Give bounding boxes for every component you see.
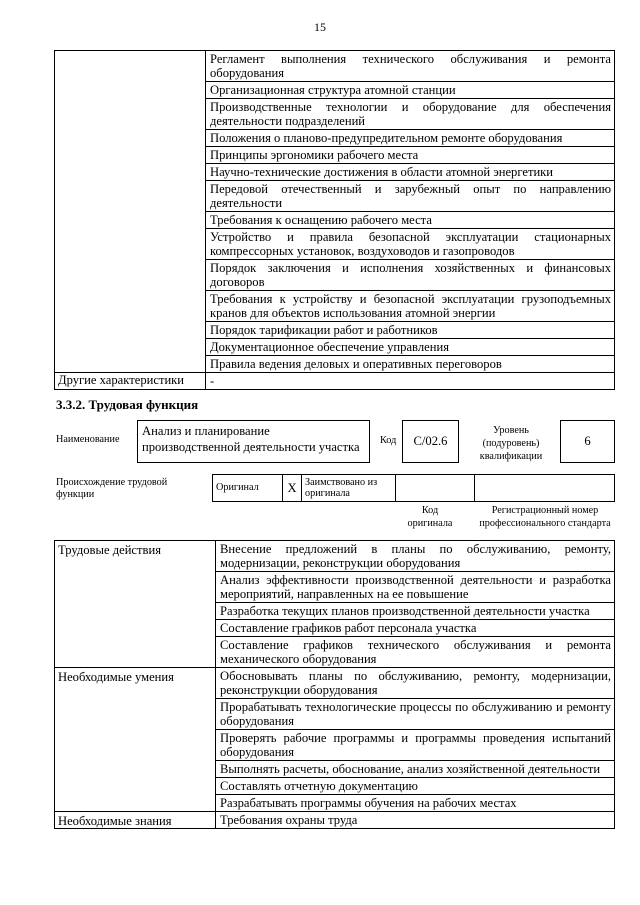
knowledge-item: Научно-технические достижения в области атомной энергетики — [206, 164, 615, 181]
registration-number-caption-line2: профессионального стандарта — [479, 518, 611, 529]
level-value-box — [560, 420, 615, 463]
previous-function-table — [54, 50, 615, 390]
table-row — [55, 668, 615, 699]
origin-label — [56, 477, 167, 501]
function-table — [54, 540, 615, 829]
code-value-box — [402, 420, 459, 463]
knowledge-item: Производственные технологии и оборудование для обеспечения деятельности подразделений — [206, 99, 615, 130]
skill-item: Проверять рабочие программы и программы проведения испытаний оборудования — [216, 730, 615, 761]
knowledge-item: Требования к устройству и безопасной эксплуатации грузоподъемных кранов для объектов использования атомной энергии — [206, 291, 615, 322]
skill-item: Разрабатывать программы обучения на рабочих местах — [216, 795, 615, 812]
knowledge-label: Необходимые знания — [55, 812, 216, 829]
knowledge-item: Организационная структура атомной станции — [206, 82, 615, 99]
knowledge-item: Передовой отечественный и зарубежный опыт по направлению деятельности — [206, 181, 615, 212]
registration-number-cell — [475, 475, 615, 502]
level-label-line1: Уровень — [493, 425, 529, 436]
original-mark: X — [283, 475, 302, 502]
registration-number-caption-line1: Регистрационный номер — [491, 505, 599, 516]
action-item: Разработка текущих планов производственной деятельности участка — [216, 603, 615, 620]
skill-item: Обосновывать планы по обслуживанию, ремонту, модернизации, реконструкции оборудования — [216, 668, 615, 699]
knowledge-item: Требования охраны труда — [216, 812, 615, 829]
section-title: 3.3.2. Трудовая функция — [56, 397, 199, 412]
borrowed-label-line2: оригинала — [305, 488, 350, 499]
skills-label: Необходимые умения — [55, 668, 216, 812]
table-row — [55, 812, 615, 829]
knowledge-item: Устройство и правила безопасной эксплуатации стационарных компрессорных установок, воздуховодов и газопроводов — [206, 229, 615, 260]
knowledge-item: Требования к оснащению рабочего места — [206, 212, 615, 229]
name-label: Наименование — [56, 434, 120, 445]
code-value: C/02.6 — [413, 434, 448, 448]
knowledge-item: Правила ведения деловых и оперативных переговоров — [206, 356, 615, 373]
knowledge-item: Порядок тарификации работ и работников — [206, 322, 615, 339]
action-item: Составление графиков технического обслуживания и ремонта механического оборудования — [216, 637, 615, 668]
original-code-caption-line2: оригинала — [407, 518, 453, 529]
name-value-line1: Анализ и планирование — [142, 424, 270, 438]
table-row — [55, 373, 615, 390]
original-code-caption — [392, 504, 468, 530]
level-label — [470, 424, 552, 463]
action-item: Анализ эффективности производственной деятельности и разработка мероприятий, направленных на ее повышение — [216, 572, 615, 603]
code-label: Код — [380, 435, 397, 446]
borrowed-label-line1: Заимствовано из — [305, 477, 378, 488]
level-label-line2: (подуровень) — [482, 438, 540, 449]
borrowed-label — [302, 475, 396, 502]
page-number: 15 — [314, 20, 326, 34]
knowledge-label-cell — [55, 51, 206, 373]
original-code-caption-line1: Код — [421, 505, 439, 516]
origin-label-line2: функции — [56, 489, 95, 500]
other-characteristics-value: - — [206, 373, 615, 390]
knowledge-item: Документационное обеспечение управления — [206, 339, 615, 356]
action-item: Составление графиков работ персонала участка — [216, 620, 615, 637]
table-row — [55, 51, 615, 82]
skill-item: Прорабатывать технологические процессы по обслуживанию и ремонту оборудования — [216, 699, 615, 730]
knowledge-item: Порядок заключения и исполнения хозяйственных и финансовых договоров — [206, 260, 615, 291]
name-value-line2: производственной деятельности участка — [142, 440, 360, 454]
level-value: 6 — [584, 434, 591, 448]
table-row — [55, 541, 615, 572]
name-value-box — [137, 420, 370, 463]
actions-label: Трудовые действия — [55, 541, 216, 668]
skill-item: Составлять отчетную документацию — [216, 778, 615, 795]
action-item: Внесение предложений в планы по обслуживанию, ремонту, модернизации, реконструкции оборудования — [216, 541, 615, 572]
table-row — [213, 475, 615, 502]
knowledge-item: Принципы эргономики рабочего места — [206, 147, 615, 164]
registration-number-caption — [470, 504, 620, 530]
knowledge-item: Положения о планово-предупредительном ремонте оборудования — [206, 130, 615, 147]
skill-item: Выполнять расчеты, обоснование, анализ хозяйственной деятельности — [216, 761, 615, 778]
knowledge-item: Регламент выполнения технического обслуживания и ремонта оборудования — [206, 51, 615, 82]
level-label-line3: квалификации — [479, 451, 543, 462]
original-code-cell — [396, 475, 475, 502]
other-characteristics-label: Другие характеристики — [55, 373, 206, 390]
origin-label-line1: Происхождение трудовой — [56, 477, 168, 488]
origin-table — [212, 474, 615, 502]
original-label: Оригинал — [213, 475, 283, 502]
